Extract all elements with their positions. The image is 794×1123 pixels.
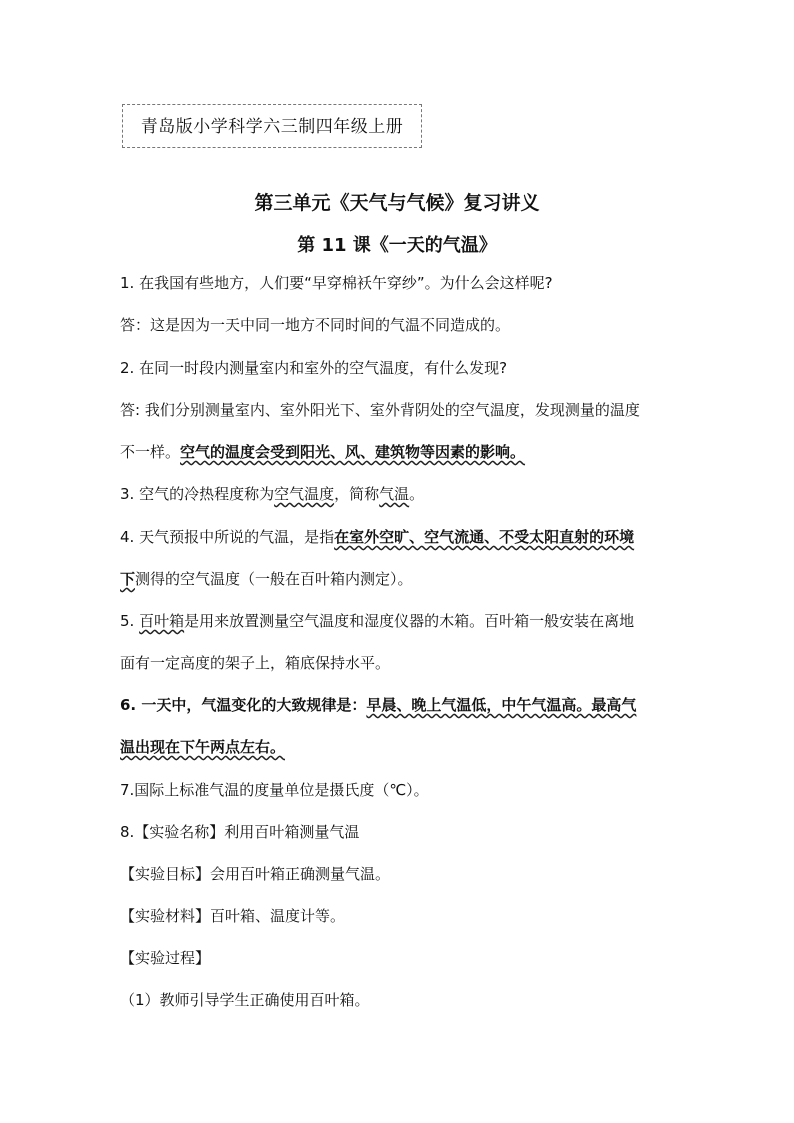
lesson-title: 第 11 课《一天的气温》 — [297, 235, 497, 256]
point-3-end: 。 — [409, 485, 425, 503]
header-label-box — [122, 104, 422, 148]
point-6-emphasis-1: 早晨、晚上气温低，中午气温高。最高气 — [366, 696, 637, 714]
answer-1: 答：这是因为一天中同一地方不同时间的气温不同造成的。 — [120, 316, 511, 334]
point-4-line-1 — [120, 526, 680, 548]
point-3-term-air-temperature: 空气温度 — [274, 485, 335, 503]
point-5-rest-1: 是用来放置测量空气温度和湿度仪器的木箱。百叶箱一般安装在离地 — [184, 612, 635, 630]
point-5-line-2: 面有一定高度的架子上，箱底保持水平。 — [120, 654, 391, 672]
point-6-line-2 — [120, 736, 680, 758]
point-4-rest: 测得的空气温度（一般在百叶箱内测定）。 — [135, 570, 413, 588]
question-1: 1. 在我国有些地方，人们要“早穿棉袄午穿纱”。为什么会这样呢? — [120, 274, 553, 292]
point-3 — [120, 483, 680, 505]
point-6-line-1 — [120, 694, 680, 716]
point-8: 8.【实验名称】利用百叶箱测量气温 — [120, 823, 360, 841]
point-4-line-2 — [120, 568, 680, 590]
answer-2-prefix: 不一样。 — [120, 443, 181, 461]
point-4-emphasis-1: 在室外空旷、空气流通、不受太阳直射的环境 — [334, 528, 635, 546]
point-7: 7.国际上标准气温的度量单位是摄氏度（℃）。 — [120, 781, 429, 799]
point-5-prefix: 5. — [120, 612, 140, 630]
experiment-goal: 【实验目标】会用百叶箱正确测量气温。 — [120, 865, 391, 883]
point-5-term: 百叶箱 — [139, 612, 185, 630]
unit-title: 第三单元《天气与气候》复习讲义 — [254, 192, 540, 214]
experiment-materials: 【实验材料】百叶箱、温度计等。 — [120, 907, 346, 925]
point-6-emphasis-2: 温出现在下午两点左右。 — [120, 738, 286, 756]
experiment-process-heading: 【实验过程】 — [120, 949, 211, 967]
point-4-prefix: 4. 天气预报中所说的气温，是指 — [120, 528, 335, 546]
answer-2-line-2 — [120, 441, 680, 463]
point-3-mid: ，简称 — [334, 485, 380, 503]
answer-2-line-1: 答: 我们分别测量室内、室外阳光下、室外背阴处的空气温度，发现测量的温度 — [120, 401, 640, 419]
question-2: 2. 在同一时段内测量室内和室外的空气温度，有什么发现? — [120, 359, 508, 377]
point-3-term-temperature: 气温 — [379, 485, 410, 503]
point-6-prefix: 6. 一天中，气温变化的大致规律是： — [120, 696, 367, 714]
point-5-line-1 — [120, 610, 680, 632]
answer-2-emphasis: 空气的温度会受到阳光、风、建筑物等因素的影响。 — [180, 443, 526, 461]
point-3-prefix: 3. 空气的冷热程度称为 — [120, 485, 275, 503]
experiment-step-1: （1）教师引导学生正确使用百叶箱。 — [120, 991, 370, 1009]
point-4-emphasis-2: 下 — [120, 570, 136, 588]
header-label: 青岛版小学科学六三制四年级上册 — [140, 117, 404, 137]
